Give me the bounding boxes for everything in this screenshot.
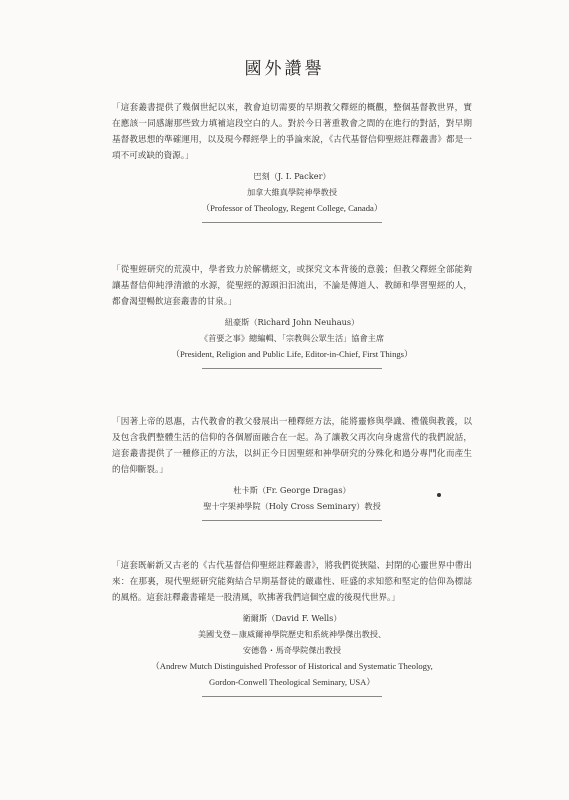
divider [202,368,382,369]
ink-dot [437,493,441,497]
endorsement-attribution [112,314,472,362]
endorser-title-zh-2: 安德魯・馬奇學院傑出教授 [242,645,342,655]
divider [202,520,382,521]
endorsement-dragas [112,414,472,521]
endorsement-quote: 「這套叢書提供了幾個世紀以來，教會迫切需要的早期教父釋經的概觀，整個基督教世界，實在應該一同感謝那些致力填補這段空白的人。對於今日著重教會之間的在進行的對話，對早期基督教思想的準確運用，以及現今釋經學上的爭論來說，《古代基督信仰聖經註釋叢書》都是一項不可或缺的資源。」 [112,103,472,161]
endorsement-neuhaus [112,262,472,369]
endorser-name: 衛爾斯（David F. Wells） [242,613,342,623]
endorsement-attribution [112,482,472,514]
page-title: 國外讚譽 [244,59,325,79]
endorser-title-zh: 加拿大維真學院神學教授 [246,187,338,197]
endorser-name: 杜卡斯（Fr. George Dragas） [233,485,351,495]
divider [202,222,382,223]
endorser-title-zh: 聖十字架神學院（Holy Cross Seminary）教授 [203,501,381,511]
endorsement-quote: 「因著上帝的恩惠，古代教會的教父發展出一種釋經方法，能將靈修與學識、禮儀與教義，以及包含我們整體生活的信仰的各個層面融合在一起。為了讓教父再次向身處當代的我們說話，這套叢書提供了一種修正的方法，以糾正今日因聖經和神學研究的分殊化和過分專門化而產生的信仰斷裂。」 [112,417,472,475]
endorsement-attribution [112,610,472,690]
endorser-name: 巴刻（J. I. Packer） [253,171,331,181]
endorsement-quote: 「這套既嶄新又古老的《古代基督信仰聖經註釋叢書》，將我們從狹隘、封閉的心靈世界中帶出來：在那裏，現代聖經研究能夠結合早期基督徒的嚴肅性、旺盛的求知慾和堅定的信仰為標誌的風格。這套註釋叢書確是一股清風，吹拂著我們這個空虛的後現代世界。」 [112,561,472,603]
endorsement-wells [112,558,472,697]
endorser-title-zh: 美國戈登－康威爾神學院歷史和系統神學傑出教授、 [197,629,387,639]
endorser-title-en: （Professor of Theology, Regent College, Canada） [201,203,383,213]
endorsement-quote: 「從聖經研究的荒漠中，學者致力於解構經文，或探究文本背後的意義；但教父釋經全部能夠讓基督信仰純淨清澈的水源，從聖經的源頭汩汩流出，不論是傳道人、教師和學習聖經的人，都會渴望暢飲這套叢書的甘泉。」 [112,265,472,307]
endorsement-attribution [112,168,472,216]
endorser-title-en: （President, Religion and Public Life, Editor-in-Chief, First Things） [171,349,413,359]
divider [202,696,382,697]
endorsement-packer [112,100,472,223]
endorser-title-en: （Andrew Mutch Distinguished Professor of Historical and Systematic Theology, [151,661,433,671]
endorser-title-zh: 《首要之事》總編輯、「宗教與公眾生活」協會主席 [199,333,385,343]
endorser-title-en-2: Gordon-Conwell Theological Seminary, USA） [209,677,375,687]
endorser-name: 紐豪斯（Richard John Neuhaus） [224,317,360,327]
